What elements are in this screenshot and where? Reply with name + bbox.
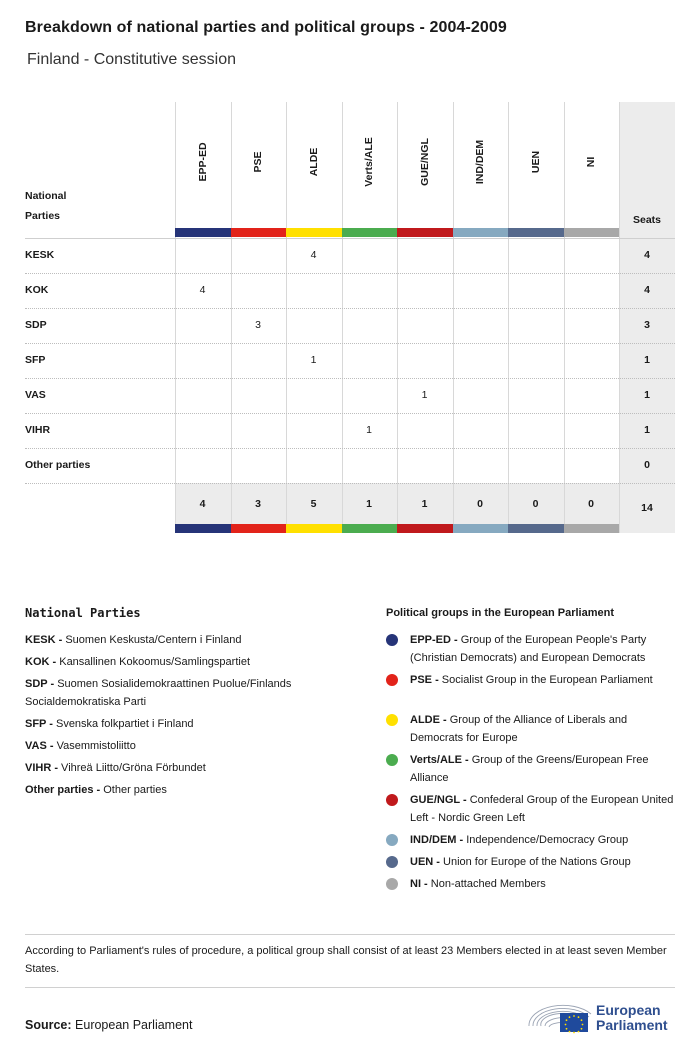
row-divider — [25, 308, 675, 309]
group-total-cell: 0 — [532, 498, 539, 510]
legend-party-code: Other parties - — [25, 784, 101, 796]
group-legend-text — [410, 875, 678, 893]
group-color-dot-icon — [386, 714, 398, 726]
group-column-header — [397, 102, 452, 228]
national-party-legend-item — [25, 653, 355, 671]
group-color-dot-icon — [386, 878, 398, 890]
group-column-header — [175, 102, 230, 228]
legend-party-name: Vasemmistoliitto — [53, 740, 136, 752]
seat-count-cell: 1 — [366, 424, 372, 436]
group-color-bar — [564, 228, 620, 237]
source-label: Source: — [25, 1018, 72, 1032]
row-divider — [25, 378, 675, 379]
legend-party-name: Suomen Sosialidemokraattinen Puolue/Finlands Socialdemokratiska Parti — [25, 678, 292, 708]
seat-count-cell: 4 — [199, 284, 206, 296]
legend-group-code: PSE - — [410, 674, 439, 686]
grand-total-seats: 14 — [641, 502, 653, 514]
group-total-cell: 5 — [310, 498, 317, 510]
group-legend-item — [386, 875, 678, 893]
national-party-legend-item — [25, 715, 355, 733]
row-divider — [25, 273, 675, 274]
group-color-bar — [453, 524, 509, 533]
national-party-legend-item — [25, 675, 355, 711]
group-color-bar — [175, 228, 231, 237]
row-seat-total: 4 — [644, 249, 650, 261]
group-code-label: ALDE — [307, 147, 320, 177]
group-color-dot-icon — [386, 834, 398, 846]
group-legend-item — [386, 831, 678, 849]
legend-party-code: KESK - — [25, 634, 63, 646]
seat-count-cell: 3 — [255, 319, 261, 331]
legend-party-code: VAS - — [25, 740, 54, 752]
page-subtitle: Finland - Constitutive session — [27, 51, 236, 68]
group-legend-text — [410, 631, 678, 667]
national-party-legend-item — [25, 759, 355, 777]
breakdown-table — [25, 102, 675, 533]
logo-wordmark — [596, 1003, 668, 1033]
group-code-label: EPP-ED — [196, 142, 209, 182]
logo-line2: Parliament — [596, 1017, 668, 1033]
national-party-legend-item — [25, 781, 355, 799]
group-column-header — [286, 102, 341, 228]
legend-party-code: SFP - — [25, 718, 53, 730]
rules-note: According to Parliament's rules of procedure, a political group shall consist of at least 23 Members elected in at least seven Member States. — [25, 945, 667, 975]
group-legend-item — [386, 853, 678, 871]
group-legend-item — [386, 751, 678, 787]
divider — [25, 987, 675, 988]
seat-count-cell: 1 — [310, 354, 317, 366]
party-code: SDP — [25, 319, 47, 331]
group-code-label: GUE/NGL — [418, 138, 431, 186]
group-color-bar — [397, 228, 453, 237]
group-color-bar — [342, 524, 398, 533]
party-code: SFP — [25, 354, 46, 366]
legend-group-name: Socialist Group in the European Parliament — [438, 674, 653, 686]
party-code: Other parties — [25, 459, 91, 471]
party-code: KOK — [25, 284, 49, 296]
legend-group-name: Group of the Alliance of Liberals and Democrats for Europe — [410, 714, 628, 744]
legend-party-name: Other parties — [100, 784, 167, 796]
seat-count-cell: 4 — [310, 249, 317, 261]
group-color-bar — [175, 524, 231, 533]
party-code: VAS — [25, 389, 46, 401]
group-legend-item — [386, 791, 678, 827]
group-column-header — [453, 102, 508, 228]
group-legend-text — [410, 791, 678, 827]
group-column-header — [342, 102, 397, 228]
party-code: VIHR — [25, 424, 51, 436]
group-code-label: Verts/ALE — [363, 137, 375, 187]
group-legend-item — [386, 671, 678, 689]
group-color-dot-icon — [386, 674, 398, 686]
national-parties-header — [25, 186, 66, 226]
group-code-label: UEN — [529, 150, 542, 174]
group-legend-text — [410, 711, 678, 747]
page-title: Breakdown of national parties and political groups - 2004-2009 — [25, 19, 507, 36]
legend-party-name: Kansallinen Kokoomus/Samlingspartiet — [56, 656, 250, 668]
group-total-cell: 3 — [255, 498, 261, 510]
group-color-bar — [508, 524, 564, 533]
divider — [25, 934, 675, 935]
national-parties-header-line1: National — [25, 190, 67, 202]
legend-group-name: Group of the European People's Party (Christian Democrats) and European Democrats — [410, 634, 647, 664]
legend-group-code: UEN - — [410, 856, 440, 868]
group-column-header — [231, 102, 286, 228]
group-color-dot-icon — [386, 754, 398, 766]
group-column-header — [564, 102, 619, 228]
row-seat-total: 3 — [644, 319, 650, 331]
group-color-bar — [508, 228, 564, 237]
legend-group-code: EPP-ED - — [410, 634, 458, 646]
group-color-dot-icon — [386, 794, 398, 806]
row-seat-total: 1 — [644, 389, 650, 401]
group-legend-text — [410, 853, 678, 871]
source-value: European Parliament — [75, 1018, 193, 1032]
legend-group-code: ALDE - — [410, 714, 447, 726]
legend-group-code: GUE/NGL - — [410, 794, 467, 806]
group-total-cell: 0 — [588, 498, 594, 510]
legend-group-name: Independence/Democracy Group — [463, 834, 629, 846]
group-total-cell: 1 — [421, 498, 428, 510]
legend-group-name: Union for Europe of the Nations Group — [439, 856, 631, 868]
national-party-legend-item — [25, 631, 355, 649]
seat-count-cell: 1 — [421, 389, 428, 401]
group-color-bar — [342, 228, 398, 237]
group-code-label: PSE — [252, 151, 264, 173]
logo-line1: European — [596, 1002, 661, 1018]
legend-party-name: Svenska folkpartiet i Finland — [52, 718, 194, 730]
group-total-cell: 0 — [477, 498, 483, 510]
group-color-bar — [231, 228, 287, 237]
legend-party-code: VIHR - — [25, 762, 58, 774]
row-seat-total: 0 — [644, 459, 650, 471]
legend-group-code: Verts/ALE - — [410, 754, 469, 766]
group-color-bar — [231, 524, 287, 533]
row-divider — [25, 343, 675, 344]
row-seat-total: 1 — [644, 354, 650, 366]
legend-group-name: Group of the Greens/European Free Alliance — [410, 754, 649, 784]
legend-party-code: KOK - — [25, 656, 57, 668]
legend-party-name: Vihreä Liitto/Gröna Förbundet — [58, 762, 206, 774]
group-color-bar — [453, 228, 509, 237]
source-line — [25, 1018, 192, 1032]
group-color-bar — [286, 524, 342, 533]
group-legend-text — [410, 751, 678, 787]
national-parties-header-line2: Parties — [25, 210, 61, 222]
national-parties-legend-title: National Parties — [25, 606, 141, 620]
group-total-cell: 1 — [366, 498, 372, 510]
group-column-header — [508, 102, 563, 228]
legend-party-code: SDP - — [25, 678, 55, 690]
group-color-dot-icon — [386, 856, 398, 868]
group-legend-text — [410, 831, 678, 849]
group-color-dot-icon — [386, 634, 398, 646]
legend-party-name: Suomen Keskusta/Centern i Finland — [62, 634, 242, 646]
group-code-label: IND/DEM — [474, 139, 486, 185]
seats-header: Seats — [632, 214, 662, 226]
row-divider — [25, 448, 675, 449]
legend-group-code: IND/DEM - — [410, 834, 464, 846]
group-color-bar — [397, 524, 453, 533]
party-code: KESK — [25, 249, 55, 261]
group-color-bar — [564, 524, 620, 533]
legend-group-name: Confederal Group of the European United Left - Nordic Green Left — [410, 794, 674, 824]
group-code-label: NI — [585, 156, 597, 168]
groups-legend-title: Political groups in the European Parliament — [386, 607, 614, 619]
row-seat-total: 4 — [644, 284, 650, 296]
group-color-bar — [286, 228, 342, 237]
header-divider — [25, 238, 675, 239]
group-total-cell: 4 — [199, 498, 206, 510]
national-party-legend-item — [25, 737, 355, 755]
group-legend-text — [410, 671, 678, 689]
legend-group-code: NI - — [410, 878, 428, 890]
group-legend-item — [386, 631, 678, 667]
row-seat-total: 1 — [644, 424, 650, 436]
group-legend-item — [386, 711, 678, 747]
legend-group-name: Non-attached Members — [427, 878, 546, 890]
